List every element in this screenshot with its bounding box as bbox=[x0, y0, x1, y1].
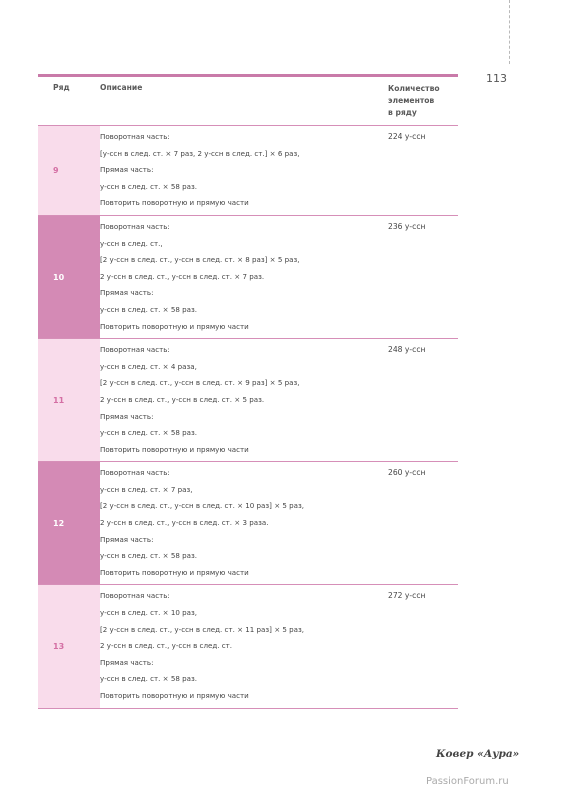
description-line: Поворотная часть: bbox=[100, 345, 170, 355]
row-count: 224 у-ссн bbox=[388, 132, 426, 141]
row-number: 12 bbox=[38, 462, 100, 584]
table-row bbox=[38, 461, 458, 584]
description-line: [2 у-ссн в след. ст., у-ссн в след. ст. × 9 раз] × 5 раз, bbox=[100, 378, 300, 388]
row-description bbox=[100, 216, 388, 338]
row-count: 236 у-ссн bbox=[388, 221, 426, 231]
header-count-line: в ряду bbox=[388, 108, 417, 117]
table-row bbox=[38, 584, 458, 708]
description-line: Повторить поворотную и прямую части bbox=[100, 198, 249, 208]
header-row: Ряд bbox=[53, 83, 70, 92]
row-number: 13 bbox=[38, 585, 100, 707]
watermark: PassionForum.ru bbox=[426, 776, 509, 787]
description-line: Поворотная часть: bbox=[100, 591, 170, 601]
description-line: 2 у-ссн в след. ст., у-ссн в след. ст. × 3 раза. bbox=[100, 518, 269, 528]
description-line: Прямая часть: bbox=[100, 657, 154, 667]
description-line: у-ссн в след. ст. × 58 раз. bbox=[100, 674, 197, 684]
description-line: Поворотная часть: bbox=[100, 221, 170, 231]
row-number: 11 bbox=[38, 339, 100, 461]
margin-guide-line bbox=[509, 0, 510, 64]
row-count: 272 у-ссн bbox=[388, 591, 426, 601]
description-line: [у-ссн в след. ст. × 7 раз, 2 у-ссн в след. ст.] × 6 раз, bbox=[100, 148, 300, 158]
description-line: у-ссн в след. ст. × 58 раз. bbox=[100, 304, 197, 314]
description-line: Повторить поворотную и прямую части bbox=[100, 691, 249, 700]
page-number: 113 bbox=[486, 72, 507, 85]
description-line: у-ссн в след. ст. × 58 раз. bbox=[100, 551, 197, 561]
pattern-table bbox=[38, 74, 458, 709]
row-number: 10 bbox=[38, 216, 100, 338]
row-description bbox=[100, 585, 388, 707]
description-line: Поворотная часть: bbox=[100, 468, 170, 478]
description-line: Поворотная часть: bbox=[100, 132, 170, 141]
pattern-title: Ковер «Аура» bbox=[436, 748, 520, 760]
row-count: 260 у-ссн bbox=[388, 468, 426, 478]
description-line: у-ссн в след. ст. × 4 раза, bbox=[100, 361, 197, 371]
row-description bbox=[100, 462, 388, 584]
description-line: [2 у-ссн в след. ст., у-ссн в след. ст. × 11 раз] × 5 раз, bbox=[100, 624, 305, 634]
description-line: 2 у-ссн в след. ст., у-ссн в след. ст. × 7 раз. bbox=[100, 271, 265, 281]
description-line: [2 у-ссн в след. ст., у-ссн в след. ст. × 10 раз] × 5 раз, bbox=[100, 501, 305, 511]
table-row bbox=[38, 338, 458, 461]
description-line: Прямая часть: bbox=[100, 165, 154, 175]
table-header bbox=[38, 77, 458, 125]
table-row bbox=[38, 125, 458, 215]
header-count-line: элементов bbox=[388, 96, 435, 105]
row-description bbox=[100, 339, 388, 461]
description-line: Повторить поворотную и прямую части bbox=[100, 444, 249, 454]
description-line: у-ссн в след. ст. × 10 раз, bbox=[100, 608, 197, 618]
description-line: Повторить поворотную и прямую части bbox=[100, 567, 249, 577]
header-description: Описание bbox=[100, 83, 143, 92]
description-line: у-ссн в след. ст. × 58 раз. bbox=[100, 428, 197, 438]
description-line: 2 у-ссн в след. ст., у-ссн в след. ст. × 5 раз. bbox=[100, 394, 265, 404]
description-line: у-ссн в след. ст. × 7 раз, bbox=[100, 484, 193, 494]
description-line: Повторить поворотную и прямую части bbox=[100, 321, 249, 331]
row-description bbox=[100, 126, 388, 215]
description-line: Прямая часть: bbox=[100, 288, 154, 298]
description-line: у-ссн в след. ст. × 58 раз. bbox=[100, 181, 197, 191]
description-line: Прямая часть: bbox=[100, 411, 154, 421]
description-line: Прямая часть: bbox=[100, 534, 154, 544]
row-number: 9 bbox=[38, 126, 100, 215]
table-body bbox=[38, 125, 458, 709]
table-row bbox=[38, 215, 458, 338]
header-count-line: Количество bbox=[388, 84, 440, 93]
row-count: 248 у-ссн bbox=[388, 345, 426, 355]
description-line: 2 у-ссн в след. ст., у-ссн в след. ст. bbox=[100, 641, 233, 651]
header-count bbox=[388, 83, 458, 125]
description-line: у-ссн в след. ст., bbox=[100, 238, 163, 248]
description-line: [2 у-ссн в след. ст., у-ссн в след. ст. × 8 раз] × 5 раз, bbox=[100, 255, 300, 265]
